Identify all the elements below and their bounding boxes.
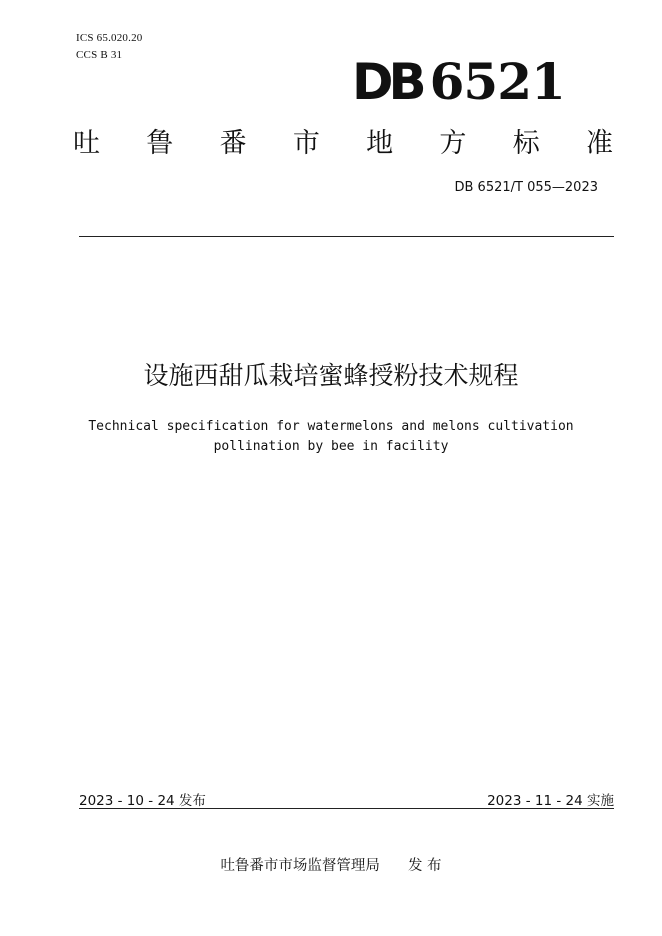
db-logo-number: 6521 <box>429 52 565 111</box>
issuer-action: 发 布 <box>407 858 442 874</box>
bottom-divider <box>79 808 614 809</box>
db-logo-prefix: DB <box>352 53 422 111</box>
standard-type-char: 标 <box>512 128 540 159</box>
standard-type-char: 地 <box>366 128 394 159</box>
db-logo <box>352 54 565 110</box>
ccs-code: CCS B 31 <box>76 49 123 61</box>
standard-type-char: 方 <box>439 128 467 159</box>
issuer-name: 吐鲁番市市场监督管理局 <box>220 858 380 874</box>
document-title-en-line1: Technical specification for watermelons and melons cultivation <box>88 419 574 434</box>
document-title-zh: 设施西甜瓜栽培蜜蜂授粉技术规程 <box>143 361 519 390</box>
standard-type-char: 市 <box>292 128 320 159</box>
ics-code: ICS 65.020.20 <box>76 32 143 44</box>
standard-type-char: 准 <box>585 128 613 159</box>
issuer-line <box>0 854 662 875</box>
standard-code: DB 6521/T 055—2023 <box>454 180 598 195</box>
document-title-en-line2: pollination by bee in facility <box>213 439 449 454</box>
publish-date: 2023 - 10 - 24 发布 <box>79 793 206 809</box>
standard-type-title <box>73 128 613 160</box>
standard-type-char: 鲁 <box>146 128 174 159</box>
document-title-en <box>0 417 662 457</box>
standard-type-char: 番 <box>219 128 247 159</box>
top-divider <box>79 236 614 237</box>
standard-type-char: 吐 <box>73 128 100 159</box>
implement-date: 2023 - 11 - 24 实施 <box>487 793 614 809</box>
